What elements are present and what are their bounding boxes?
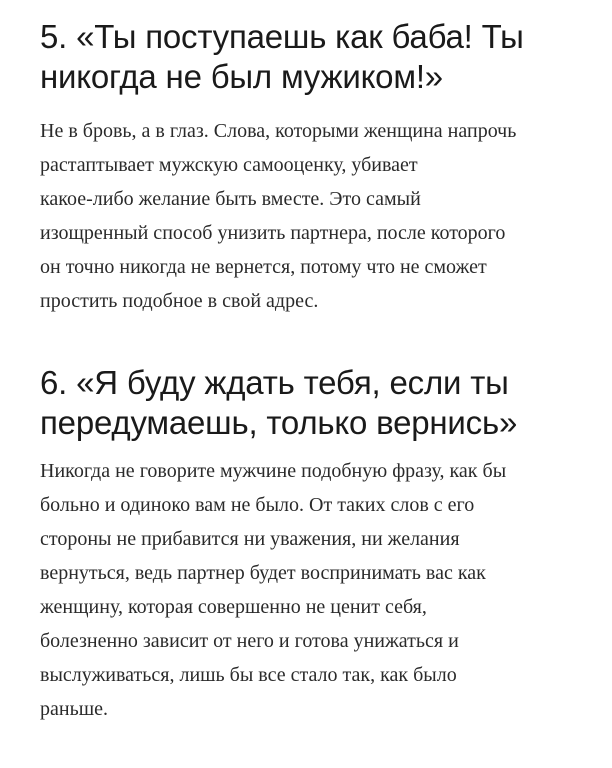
paragraph-line: болезненно зависит от него и готова унижаться и (40, 630, 459, 652)
paragraph-line: Никогда не говорите мужчине подобную фразу, как бы (40, 460, 507, 482)
paragraph-line: больно и одиноко вам не было. От таких слов с его (40, 494, 475, 516)
paragraph-line: Не в бровь, а в глаз. Слова, которыми женщина напрочь (40, 120, 517, 142)
section-6-heading (40, 363, 517, 443)
heading-line: передумаешь, только вернись» (40, 404, 518, 441)
section-5-heading (40, 17, 524, 97)
paragraph-line: вернуться, ведь партнер будет воспринимать вас как (40, 562, 486, 584)
paragraph-line: какое-либо желание быть вместе. Это самый (40, 188, 421, 210)
heading-line: 5. «Ты поступаешь как баба! Ты (40, 18, 524, 55)
paragraph-line: выслуживаться, лишь бы все стало так, как было (40, 664, 457, 686)
section-6-paragraph (40, 454, 506, 726)
paragraph-line: женщину, которая совершенно не ценит себя, (40, 596, 427, 618)
paragraph-line: он точно никогда не вернется, потому что не сможет (40, 256, 487, 278)
paragraph-line: стороны не прибавится ни уважения, ни желания (40, 528, 460, 550)
heading-line: 6. «Я буду ждать тебя, если ты (40, 364, 509, 401)
paragraph-line: раньше. (40, 698, 108, 720)
paragraph-line: изощренный способ унизить партнера, после которого (40, 222, 506, 244)
section-5-paragraph (40, 114, 516, 318)
heading-line: никогда не был мужиком!» (40, 58, 443, 95)
paragraph-line: растаптывает мужскую самооценку, убивает (40, 154, 418, 176)
paragraph-line: простить подобное в свой адрес. (40, 290, 319, 312)
